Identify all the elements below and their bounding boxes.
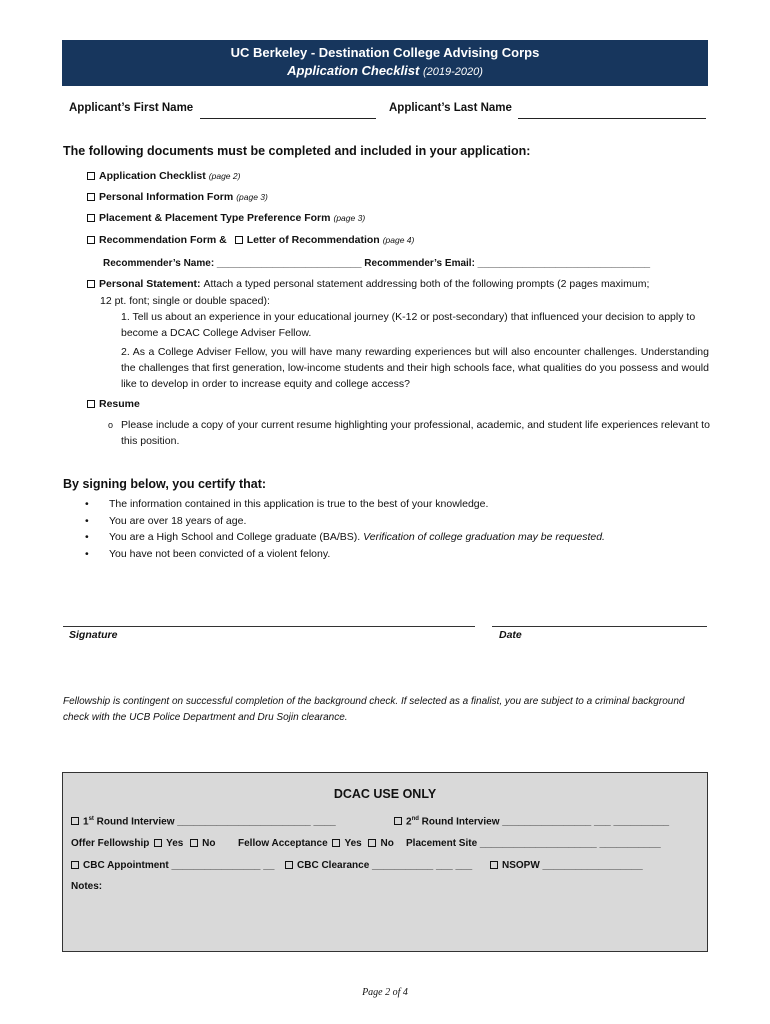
certify-bullet: • The information contained in this application is true to the best of your knowledge. xyxy=(85,498,489,510)
verification-note: Verification of college graduation may be requested. xyxy=(363,531,605,543)
date-label: Date xyxy=(499,629,522,641)
offer-fellowship[interactable] xyxy=(71,838,216,849)
statement-intro-cont: 12 pt. font; single or double spaced): xyxy=(100,295,270,307)
bullet-text: You are a High School and College graduate (BA/BS). xyxy=(109,531,361,543)
notes-label[interactable]: Notes: xyxy=(71,881,103,892)
subtitle-text: Application Checklist xyxy=(287,63,420,78)
statement-prompt-2: 2. As a College Adviser Fellow, you will have many rewarding experiences but will also encounter challenges. Understanding the challenges that first generation, low-income students and their high schools face, what qualities do you possess and would like to develop in order to increase equity and college access? xyxy=(121,346,709,390)
checkbox-icon[interactable] xyxy=(87,280,95,288)
checkbox-icon[interactable] xyxy=(490,861,498,869)
checkbox-icon[interactable] xyxy=(87,193,95,201)
dcac-use-only-box xyxy=(62,772,708,952)
item-page: (page 4) xyxy=(382,235,415,245)
item-page: (page 3) xyxy=(333,213,366,223)
bullet-text: You have not been convicted of a violent felony. xyxy=(109,548,331,560)
item-label: Application Checklist xyxy=(99,170,206,182)
no-text: No xyxy=(380,838,394,849)
dcac-title: DCAC USE ONLY xyxy=(333,787,437,801)
yes-text: Yes xyxy=(344,838,362,849)
background-check-disclaimer: Fellowship is contingent on successful completion of the background check. If selected as a finalist, you are subject to a criminal background check with the UCB Police Department and Dru Sojin clearance. xyxy=(63,696,685,723)
item-page: (page 3) xyxy=(236,192,268,202)
certify-bullet: • You are over 18 years of age. xyxy=(85,515,247,527)
statement-intro: Attach a typed personal statement addressing both of the following prompts (2 pages maximum; xyxy=(203,278,650,290)
header-subtitle xyxy=(62,62,708,81)
documents-heading: The following documents must be completed and included in your application: xyxy=(63,144,531,158)
checkbox-icon[interactable] xyxy=(71,817,79,825)
signature-line[interactable] xyxy=(63,626,475,627)
certify-bullet: • You have not been convicted of a violent felony. xyxy=(85,548,331,560)
checkbox-icon[interactable] xyxy=(394,817,402,825)
bullet-text: You are over 18 years of age. xyxy=(109,515,247,527)
certify-heading: By signing below, you certify that: xyxy=(63,477,267,491)
nsopw[interactable] xyxy=(490,860,643,871)
recommender-info-line[interactable]: Recommender’s Name: __________________________ Recommender’s Email: _______________________________ xyxy=(103,258,651,269)
checklist-item-resume[interactable] xyxy=(87,398,140,410)
first-round-interview[interactable] xyxy=(71,816,336,827)
certify-bullet: • You are a High School and College graduate (BA/BS). Verification of college graduation may be requested. xyxy=(85,531,605,543)
item-label: Recommendation Form & xyxy=(99,234,227,246)
bullet-text: The information contained in this application is true to the best of your knowledge. xyxy=(109,498,489,510)
item-label: Letter of Recommendation xyxy=(246,234,380,246)
checkbox-icon[interactable] xyxy=(235,236,243,244)
ordinal-suffix: nd xyxy=(411,816,419,822)
header-banner xyxy=(62,40,708,86)
checklist-item-personal-statement[interactable] xyxy=(87,278,707,290)
field-text: NSOPW __________________ xyxy=(502,860,643,871)
resume-bullet: o xyxy=(108,420,114,430)
item-label: Personal Information Form xyxy=(99,191,234,203)
checklist-item-application-checklist[interactable] xyxy=(87,170,240,182)
last-name-field[interactable] xyxy=(518,118,706,119)
checkbox-icon[interactable] xyxy=(87,172,95,180)
resume-text: Please include a copy of your current resume highlighting your professional, academic, and student life experiences relevant to this position. xyxy=(121,419,710,447)
last-name-label: Applicant’s Last Name xyxy=(389,102,512,114)
checkbox-icon[interactable] xyxy=(87,236,95,244)
first-name-label: Applicant’s First Name xyxy=(69,102,194,114)
checklist-item-placement-form[interactable] xyxy=(87,212,365,224)
field-text: Round Interview ________________ ___ __________ xyxy=(418,816,670,828)
subtitle-years: (2019-2020) xyxy=(422,66,483,78)
page-number: Page 2 of 4 xyxy=(362,987,408,998)
no-text: No xyxy=(202,838,216,849)
checklist-item-personal-information[interactable] xyxy=(87,191,268,203)
field-text: CBC Clearance ___________ ___ ___ xyxy=(297,860,473,871)
signature-label: Signature xyxy=(69,629,118,641)
ordinal: 2 xyxy=(406,816,412,828)
checkbox-icon[interactable] xyxy=(368,839,376,847)
checkbox-icon[interactable] xyxy=(71,861,79,869)
first-name-field[interactable] xyxy=(200,118,376,119)
item-label: Resume xyxy=(99,398,140,410)
cbc-clearance[interactable] xyxy=(285,860,472,871)
header-title: UC Berkeley - Destination College Advising Corps xyxy=(230,45,540,60)
ordinal-suffix: st xyxy=(88,816,94,822)
statement-prompt-1: 1. Tell us about an experience in your educational journey (K-12 or post-secondary) that influenced your decision to apply to become a DCAC College Adviser Fellow. xyxy=(121,311,696,339)
yes-text: Yes xyxy=(166,838,184,849)
fellow-acceptance[interactable] xyxy=(238,838,394,849)
checkbox-icon[interactable] xyxy=(285,861,293,869)
checkbox-icon[interactable] xyxy=(87,214,95,222)
cbc-appointment[interactable] xyxy=(71,860,274,871)
item-label: Personal Statement: xyxy=(99,278,201,290)
field-text: Round Interview ________________________ ____ xyxy=(93,816,336,828)
date-line[interactable] xyxy=(492,626,707,627)
checkbox-icon[interactable] xyxy=(190,839,198,847)
field-text: Offer Fellowship xyxy=(71,838,150,849)
item-page: (page 2) xyxy=(208,171,241,181)
field-text: Fellow Acceptance xyxy=(238,838,328,849)
checkbox-icon[interactable] xyxy=(87,400,95,408)
checkbox-icon[interactable] xyxy=(332,839,340,847)
placement-site[interactable]: Placement Site _____________________ ___________ xyxy=(406,838,661,849)
item-label: Placement & Placement Type Preference Form xyxy=(99,212,331,224)
checkbox-icon[interactable] xyxy=(154,839,162,847)
ordinal: 1 xyxy=(83,816,89,828)
field-text: CBC Appointment ________________ __ xyxy=(83,860,275,871)
second-round-interview[interactable] xyxy=(394,816,669,827)
checklist-item-recommendation[interactable] xyxy=(87,234,414,246)
